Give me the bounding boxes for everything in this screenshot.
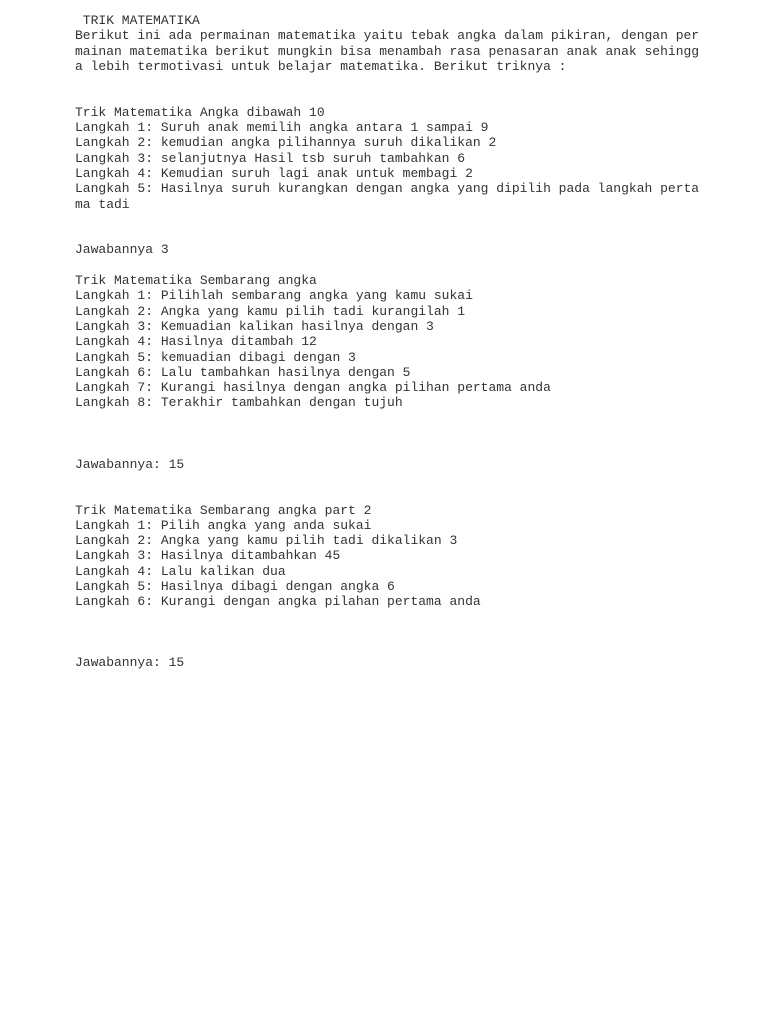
section-1-step: Langkah 1: Suruh anak memilih angka antara 1 sampai 9 bbox=[75, 120, 489, 136]
blank-line bbox=[75, 411, 695, 426]
section-3-step: Langkah 1: Pilih angka yang anda sukai bbox=[75, 517, 372, 533]
section-3-step: Langkah 4: Lalu kalikan dua bbox=[75, 563, 286, 579]
blank-line bbox=[75, 472, 695, 487]
section-2-step: Langkah 1: Pilihlah sembarang angka yang kamu sukai bbox=[75, 288, 473, 304]
blank-line bbox=[75, 258, 695, 273]
blank-line bbox=[75, 89, 695, 104]
blank-line bbox=[75, 625, 695, 640]
intro-line: Berikut ini ada permainan matematika yaitu tebak angka dalam pikiran, dengan per bbox=[75, 28, 700, 44]
section-2-answer: Jawabannya: 15 bbox=[75, 456, 185, 472]
section-3-step: Langkah 5: Hasilnya dibagi dengan angka 6 bbox=[75, 578, 395, 594]
blank-line bbox=[75, 426, 695, 441]
section-1-answer: Jawabannya 3 bbox=[75, 242, 169, 258]
blank-line bbox=[75, 487, 695, 502]
section-2-heading: Trik Matematika Sembarang angka bbox=[75, 273, 317, 289]
section-1-step: Langkah 2: kemudian angka pilihannya suruh dikalikan 2 bbox=[75, 135, 497, 151]
section-1-step: Langkah 3: selanjutnya Hasil tsb suruh tambahkan 6 bbox=[75, 150, 466, 166]
section-2-step: Langkah 4: Hasilnya ditambah 12 bbox=[75, 334, 317, 350]
blank-line bbox=[75, 74, 695, 89]
section-1-step: Langkah 5: Hasilnya suruh kurangkan dengan angka yang dipilih pada langkah perta bbox=[75, 181, 700, 197]
section-2-step: Langkah 7: Kurangi hasilnya dengan angka pilihan pertama anda bbox=[75, 380, 551, 396]
blank-line bbox=[75, 640, 695, 655]
section-1-step: Langkah 4: Kemudian suruh lagi anak untuk membagi 2 bbox=[75, 165, 473, 181]
section-2-step: Langkah 5: kemuadian dibagi dengan 3 bbox=[75, 349, 356, 365]
document-page bbox=[75, 13, 700, 671]
blank-line bbox=[75, 610, 695, 625]
section-2-step: Langkah 3: Kemuadian kalikan hasilnya dengan 3 bbox=[75, 318, 434, 334]
section-1-heading: Trik Matematika Angka dibawah 10 bbox=[75, 104, 325, 120]
intro-line: a lebih termotivasi untuk belajar matematika. Berikut triknya : bbox=[75, 58, 567, 74]
section-3-step: Langkah 3: Hasilnya ditambahkan 45 bbox=[75, 548, 341, 564]
document-title: TRIK MATEMATIKA bbox=[75, 13, 200, 28]
blank-line bbox=[75, 441, 695, 456]
section-3-step: Langkah 2: Angka yang kamu pilih tadi dikalikan 3 bbox=[75, 533, 458, 549]
blank-line bbox=[75, 212, 695, 227]
section-2-step: Langkah 6: Lalu tambahkan hasilnya dengan 5 bbox=[75, 364, 411, 380]
section-3-heading: Trik Matematika Sembarang angka part 2 bbox=[75, 502, 372, 518]
section-2-step: Langkah 8: Terakhir tambahkan dengan tujuh bbox=[75, 395, 403, 411]
blank-line bbox=[75, 227, 695, 242]
section-3-step: Langkah 6: Kurangi dengan angka pilahan pertama anda bbox=[75, 594, 481, 610]
section-1-step: ma tadi bbox=[75, 196, 130, 212]
section-2-step: Langkah 2: Angka yang kamu pilih tadi kurangilah 1 bbox=[75, 303, 466, 319]
section-3-answer: Jawabannya: 15 bbox=[75, 655, 185, 671]
intro-line: mainan matematika berikut mungkin bisa menambah rasa penasaran anak anak sehingg bbox=[75, 43, 700, 59]
